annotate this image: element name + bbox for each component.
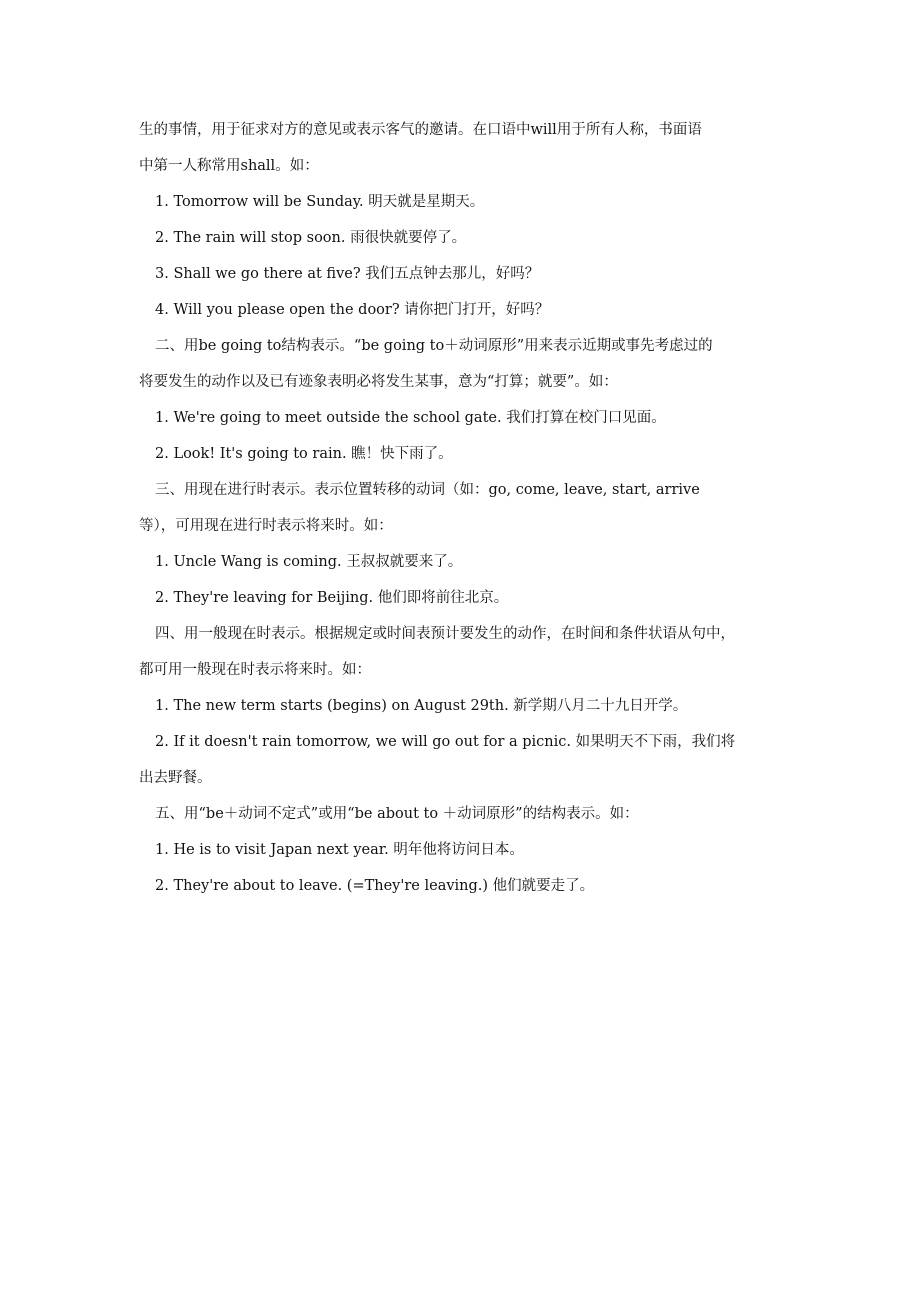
example-4-2-line-2: 出去野餐。 [139, 770, 212, 786]
example-3-2: 2. They're leaving for Beijing. 他们即将前往北京。 [155, 590, 509, 606]
example-4-1: 1. The new term starts (begins) on August 29th. 新学期八月二十九日开学。 [155, 698, 688, 714]
example-2-2: 2. Look! It's going to rain. 瞧！快下雨了。 [155, 446, 453, 462]
section-4-heading-line-2: 都可用一般现在时表示将来时。如： [139, 662, 371, 678]
section-3-heading-line-1: 三、用现在进行时表示。表示位置转移的动词（如：go, come, leave, start, arrive [155, 482, 700, 498]
section-4-heading-line-1: 四、用一般现在时表示。根据规定或时间表预计要发生的动作，在时间和条件状语从句中， [155, 626, 735, 642]
example-1-2: 2. The rain will stop soon. 雨很快就要停了。 [155, 230, 467, 246]
document-page [139, 112, 784, 904]
example-1-1: 1. Tomorrow will be Sunday. 明天就是星期天。 [155, 194, 485, 210]
example-1-4: 4. Will you please open the door? 请你把门打开，好吗？ [155, 302, 550, 318]
example-3-1: 1. Uncle Wang is coming. 王叔叔就要来了。 [155, 554, 463, 570]
example-4-2-line-1: 2. If it doesn't rain tomorrow, we will go out for a picnic. 如果明天不下雨，我们将 [155, 734, 736, 750]
example-1-3: 3. Shall we go there at five? 我们五点钟去那儿，好吗？ [155, 266, 540, 282]
section-2-heading-line-1: 二、用be going to结构表示。“be going to＋动词原形”用来表示近期或事先考虑过的 [155, 338, 713, 354]
section-3-heading-line-2: 等），可用现在进行时表示将来时。如： [139, 518, 393, 534]
intro-line-1: 生的事情，用于征求对方的意见或表示客气的邀请。在口语中will用于所有人称，书面语 [139, 122, 702, 138]
section-2-heading-line-2: 将要发生的动作以及已有迹象表明必将发生某事，意为“打算；就要”。如： [139, 374, 618, 390]
intro-line-2: 中第一人称常用shall。如： [139, 158, 319, 174]
example-5-2: 2. They're about to leave. (=They're leaving.) 他们就要走了。 [155, 878, 595, 894]
example-5-1: 1. He is to visit Japan next year. 明年他将访问日本。 [155, 842, 524, 858]
example-2-1: 1. We're going to meet outside the school gate. 我们打算在校门口见面。 [155, 410, 666, 426]
section-5-heading: 五、用“be＋动词不定式”或用“be about to ＋动词原形”的结构表示。如： [155, 806, 639, 822]
